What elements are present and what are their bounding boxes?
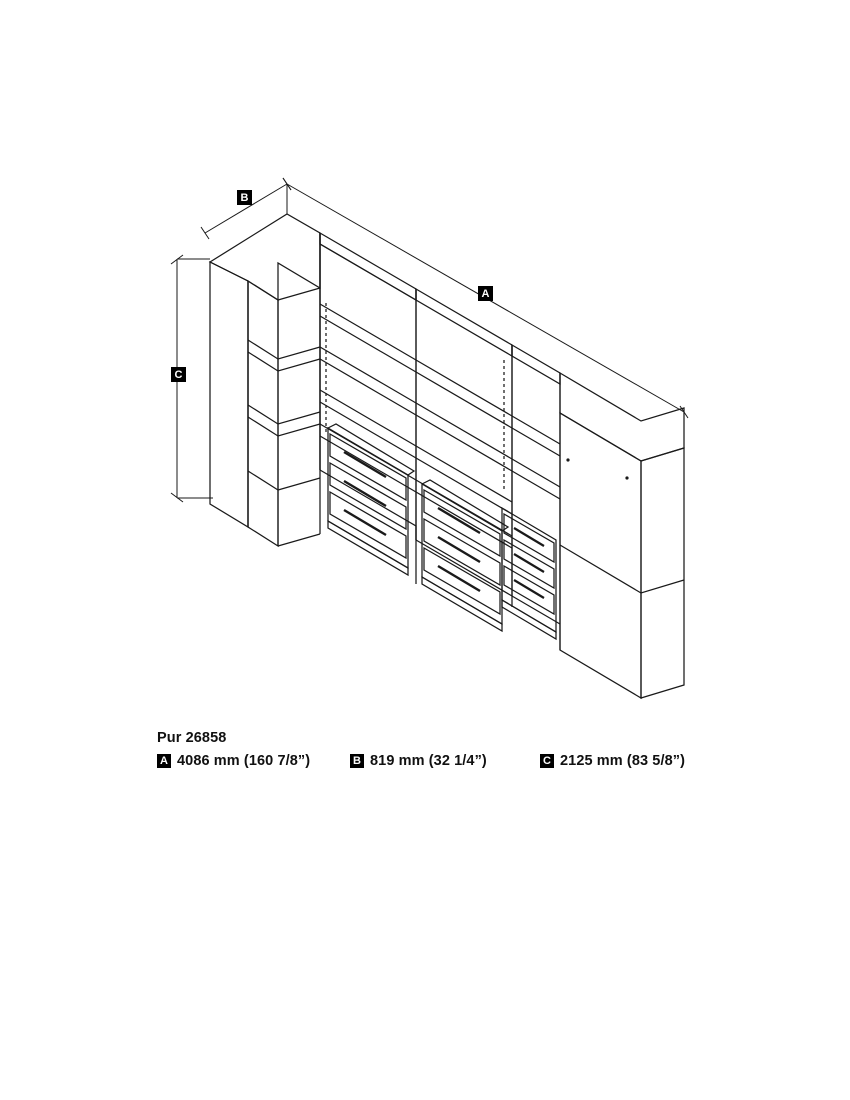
dimension-tag-c-icon: C	[540, 754, 554, 768]
dimension-item-c	[540, 753, 685, 769]
right-tall-cabinet	[560, 373, 684, 698]
dimension-marker-a: A	[478, 286, 493, 301]
dimension-value-a: 4086 mm (160 7/8”)	[177, 753, 311, 769]
dimension-marker-b: B	[237, 190, 252, 205]
dimension-item-b	[350, 753, 540, 769]
left-corner-unit	[210, 214, 320, 546]
legend	[157, 730, 797, 769]
dimension-value-b: 819 mm (32 1/4”)	[370, 753, 487, 769]
main-upper-shelf-bay-2	[416, 289, 512, 596]
base-lines	[320, 470, 560, 639]
dimension-tag-a-icon: A	[157, 754, 171, 768]
drawer-column-right	[502, 508, 556, 632]
dimension-list	[157, 753, 797, 769]
dimension-marker-c: C	[171, 367, 186, 382]
dimension-tag-b-icon: B	[350, 754, 364, 768]
dimension-item-a	[157, 753, 350, 769]
product-name: Pur 26858	[157, 730, 227, 746]
dimension-value-c: 2125 mm (83 5/8”)	[560, 753, 686, 769]
